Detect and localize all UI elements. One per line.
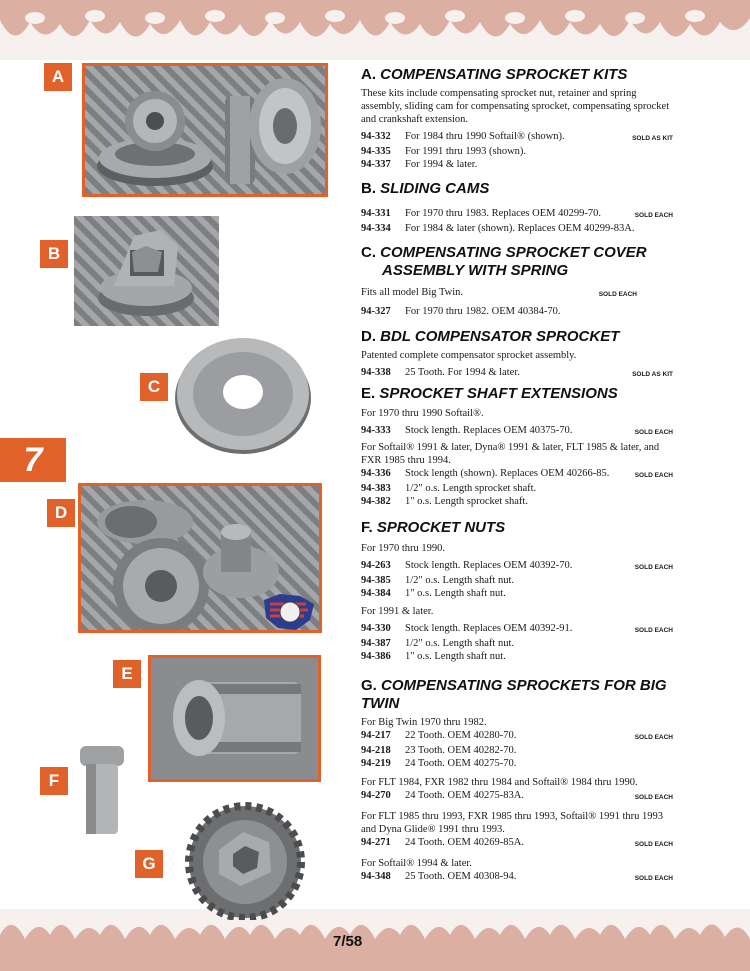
section-description: For Softail® 1991 & later, Dyna® 1991 & later, FLT 1985 & later, and FXR 1985 thru 1994. xyxy=(361,442,660,466)
part-description: 1" o.s. Length shaft nut. xyxy=(405,588,506,599)
part-row xyxy=(361,622,673,637)
part-description: 22 Tooth. OEM 40280-70. xyxy=(405,730,517,741)
part-number: 94-333 xyxy=(361,425,391,436)
part-row xyxy=(361,836,673,851)
sold-note: SOLD AS KIT xyxy=(632,371,673,378)
section-d xyxy=(361,328,673,381)
part-description: 1/2" o.s. Length sprocket shaft. xyxy=(405,483,537,494)
section-a xyxy=(361,66,673,171)
shaft-extension-image xyxy=(151,658,318,779)
part-description: 24 Tooth. OEM 40275-70. xyxy=(405,758,517,769)
part-row xyxy=(361,729,673,744)
part-number: 94-263 xyxy=(361,560,391,571)
part-description: 1" o.s. Length sprocket shaft. xyxy=(405,496,528,507)
part-row xyxy=(361,870,673,885)
sold-note: SOLD EACH xyxy=(634,429,673,436)
part-number: 94-338 xyxy=(361,367,391,378)
part-row xyxy=(361,637,673,650)
section-e xyxy=(361,385,673,508)
section-heading: G. COMPENSATING SPROCKETS FOR BIG TWIN xyxy=(361,677,667,712)
section-description: For 1970 thru 1990. xyxy=(361,543,445,554)
part-number: 94-331 xyxy=(361,208,391,219)
part-row xyxy=(361,222,673,235)
part-number: 94-384 xyxy=(361,588,391,599)
part-description: For 1984 thru 1990 Softail® (shown). xyxy=(405,131,565,142)
part-description: 25 Tooth. OEM 40308-94. xyxy=(405,871,517,882)
flame-border-top xyxy=(0,0,750,60)
part-row xyxy=(361,587,673,600)
photo-sliding-cam xyxy=(74,216,219,326)
part-number: 94-217 xyxy=(361,730,391,741)
part-description: Stock length. Replaces OEM 40375-70. xyxy=(405,425,573,436)
figure-tag-b: B xyxy=(40,240,68,268)
section-c xyxy=(361,244,673,318)
section-f xyxy=(361,519,673,663)
part-number: 94-327 xyxy=(361,306,391,317)
part-row xyxy=(361,145,673,158)
section-description: For 1991 & later. xyxy=(361,606,434,617)
part-number: 94-385 xyxy=(361,575,391,586)
section-heading: F. SPROCKET NUTS xyxy=(361,519,506,536)
catalog-text xyxy=(361,66,673,885)
flame-border-bottom xyxy=(0,909,750,971)
part-row xyxy=(361,482,673,495)
part-number: 94-334 xyxy=(361,223,391,234)
part-description: 25 Tooth. For 1994 & later. xyxy=(405,367,520,378)
part-description: 1" o.s. Length shaft nut. xyxy=(405,651,506,662)
part-description: For 1970 thru 1982. OEM 40384-70. xyxy=(405,306,561,317)
section-description: For Softail® 1994 & later. xyxy=(361,858,472,869)
part-row xyxy=(361,495,673,508)
sliding-cam-image xyxy=(74,216,219,326)
section-heading: E. SPROCKET SHAFT EXTENSIONS xyxy=(361,385,618,402)
sold-note: SOLD EACH xyxy=(634,212,673,219)
part-description: 24 Tooth. OEM 40275-83A. xyxy=(405,790,524,801)
part-row xyxy=(361,130,673,145)
section-heading: C. COMPENSATING SPROCKET COVER ASSEMBLY WITH SPRING xyxy=(361,244,647,279)
sold-note: SOLD EACH xyxy=(634,627,673,634)
part-description: 24 Tooth. OEM 40269-85A. xyxy=(405,837,524,848)
part-description: For 1991 thru 1993 (shown). xyxy=(405,146,527,157)
sold-note: SOLD EACH xyxy=(634,734,673,741)
part-description: For 1994 & later. xyxy=(405,159,478,170)
part-row xyxy=(361,744,673,757)
part-description: For 1984 & later (shown). Replaces OEM 40299-83A. xyxy=(405,223,635,234)
part-description: Stock length (shown). Replaces OEM 40266-85. xyxy=(405,468,610,479)
section-g xyxy=(361,677,673,885)
sold-note: SOLD EACH xyxy=(634,564,673,571)
section-description: Fits all model Big Twin. xyxy=(361,287,464,298)
sprocket-cover-image xyxy=(172,332,314,456)
section-description: For FLT 1984, FXR 1982 thru 1984 and Softail® 1984 thru 1990. xyxy=(361,777,638,788)
section-description-row xyxy=(361,286,673,301)
figure-tag-d: D xyxy=(47,499,75,527)
part-number: 94-335 xyxy=(361,146,391,157)
part-row xyxy=(361,650,673,663)
figure-tag-e: E xyxy=(113,660,141,688)
figure-tag-a: A xyxy=(44,63,72,91)
part-description: For 1970 thru 1983. Replaces OEM 40299-70. xyxy=(405,208,601,219)
sold-note: SOLD EACH xyxy=(634,841,673,848)
part-description: 1/2" o.s. Length shaft nut. xyxy=(405,575,514,586)
part-row xyxy=(361,467,673,482)
sprocket-nut-image xyxy=(76,740,128,840)
sold-note: SOLD AS KIT xyxy=(632,135,673,142)
part-number: 94-337 xyxy=(361,159,391,170)
part-number: 94-332 xyxy=(361,131,391,142)
part-number: 94-348 xyxy=(361,871,391,882)
section-description: For 1970 thru 1990 Softail®. xyxy=(361,408,484,419)
part-number: 94-271 xyxy=(361,837,391,848)
photo-sprocket-shaft-extension xyxy=(148,655,321,782)
part-description: Stock length. Replaces OEM 40392-70. xyxy=(405,560,573,571)
made-in-usa-badge-icon xyxy=(260,590,318,634)
part-number: 94-382 xyxy=(361,496,391,507)
part-row xyxy=(361,757,673,770)
part-number: 94-330 xyxy=(361,623,391,634)
section-heading: B. SLIDING CAMS xyxy=(361,180,490,197)
section-description: Patented complete compensator sprocket assembly. xyxy=(361,350,577,361)
figure-tag-g: G xyxy=(135,850,163,878)
sold-note: SOLD EACH xyxy=(634,794,673,801)
sold-note: SOLD EACH xyxy=(598,291,637,298)
sold-note: SOLD EACH xyxy=(634,875,673,882)
photo-compensating-sprocket-kit xyxy=(82,63,328,197)
part-number: 94-218 xyxy=(361,745,391,756)
part-row xyxy=(361,305,673,318)
part-number: 94-336 xyxy=(361,468,391,479)
part-description: 23 Tooth. OEM 40282-70. xyxy=(405,745,517,756)
part-number: 94-386 xyxy=(361,651,391,662)
part-row xyxy=(361,789,673,804)
part-number: 94-383 xyxy=(361,483,391,494)
part-number: 94-219 xyxy=(361,758,391,769)
page-number: 7/58 xyxy=(333,933,363,950)
part-row xyxy=(361,158,673,171)
section-heading: A. COMPENSATING SPROCKET KITS xyxy=(361,66,628,83)
section-description: These kits include compensating sprocket nut, retainer and spring assembly, sliding cam for compensating sprocket, compensating sprocket and crankshaft extension. xyxy=(361,88,670,125)
part-row xyxy=(361,574,673,587)
section-description: For FLT 1985 thru 1993, FXR 1985 thru 1993, Softail® 1991 thru 1993 and Dyna Glide® 1991 thru 1993. xyxy=(361,811,663,835)
figure-tag-f: F xyxy=(40,767,68,795)
sold-note: SOLD EACH xyxy=(634,472,673,479)
part-description: 1/2" o.s. Length shaft nut. xyxy=(405,638,514,649)
sprocket-kit-image xyxy=(85,66,325,194)
part-row xyxy=(361,207,673,222)
part-description: Stock length. Replaces OEM 40392-91. xyxy=(405,623,573,634)
part-row xyxy=(361,424,673,439)
section-heading: D. BDL COMPENSATOR SPROCKET xyxy=(361,328,620,345)
part-number: 94-387 xyxy=(361,638,391,649)
figure-tag-c: C xyxy=(140,373,168,401)
section-description: For Big Twin 1970 thru 1982. xyxy=(361,717,487,728)
part-row xyxy=(361,366,673,381)
part-row xyxy=(361,559,673,574)
part-number: 94-270 xyxy=(361,790,391,801)
compensating-sprocket-image xyxy=(175,802,315,920)
chapter-tab: 7 xyxy=(0,438,66,482)
section-b xyxy=(361,180,673,235)
